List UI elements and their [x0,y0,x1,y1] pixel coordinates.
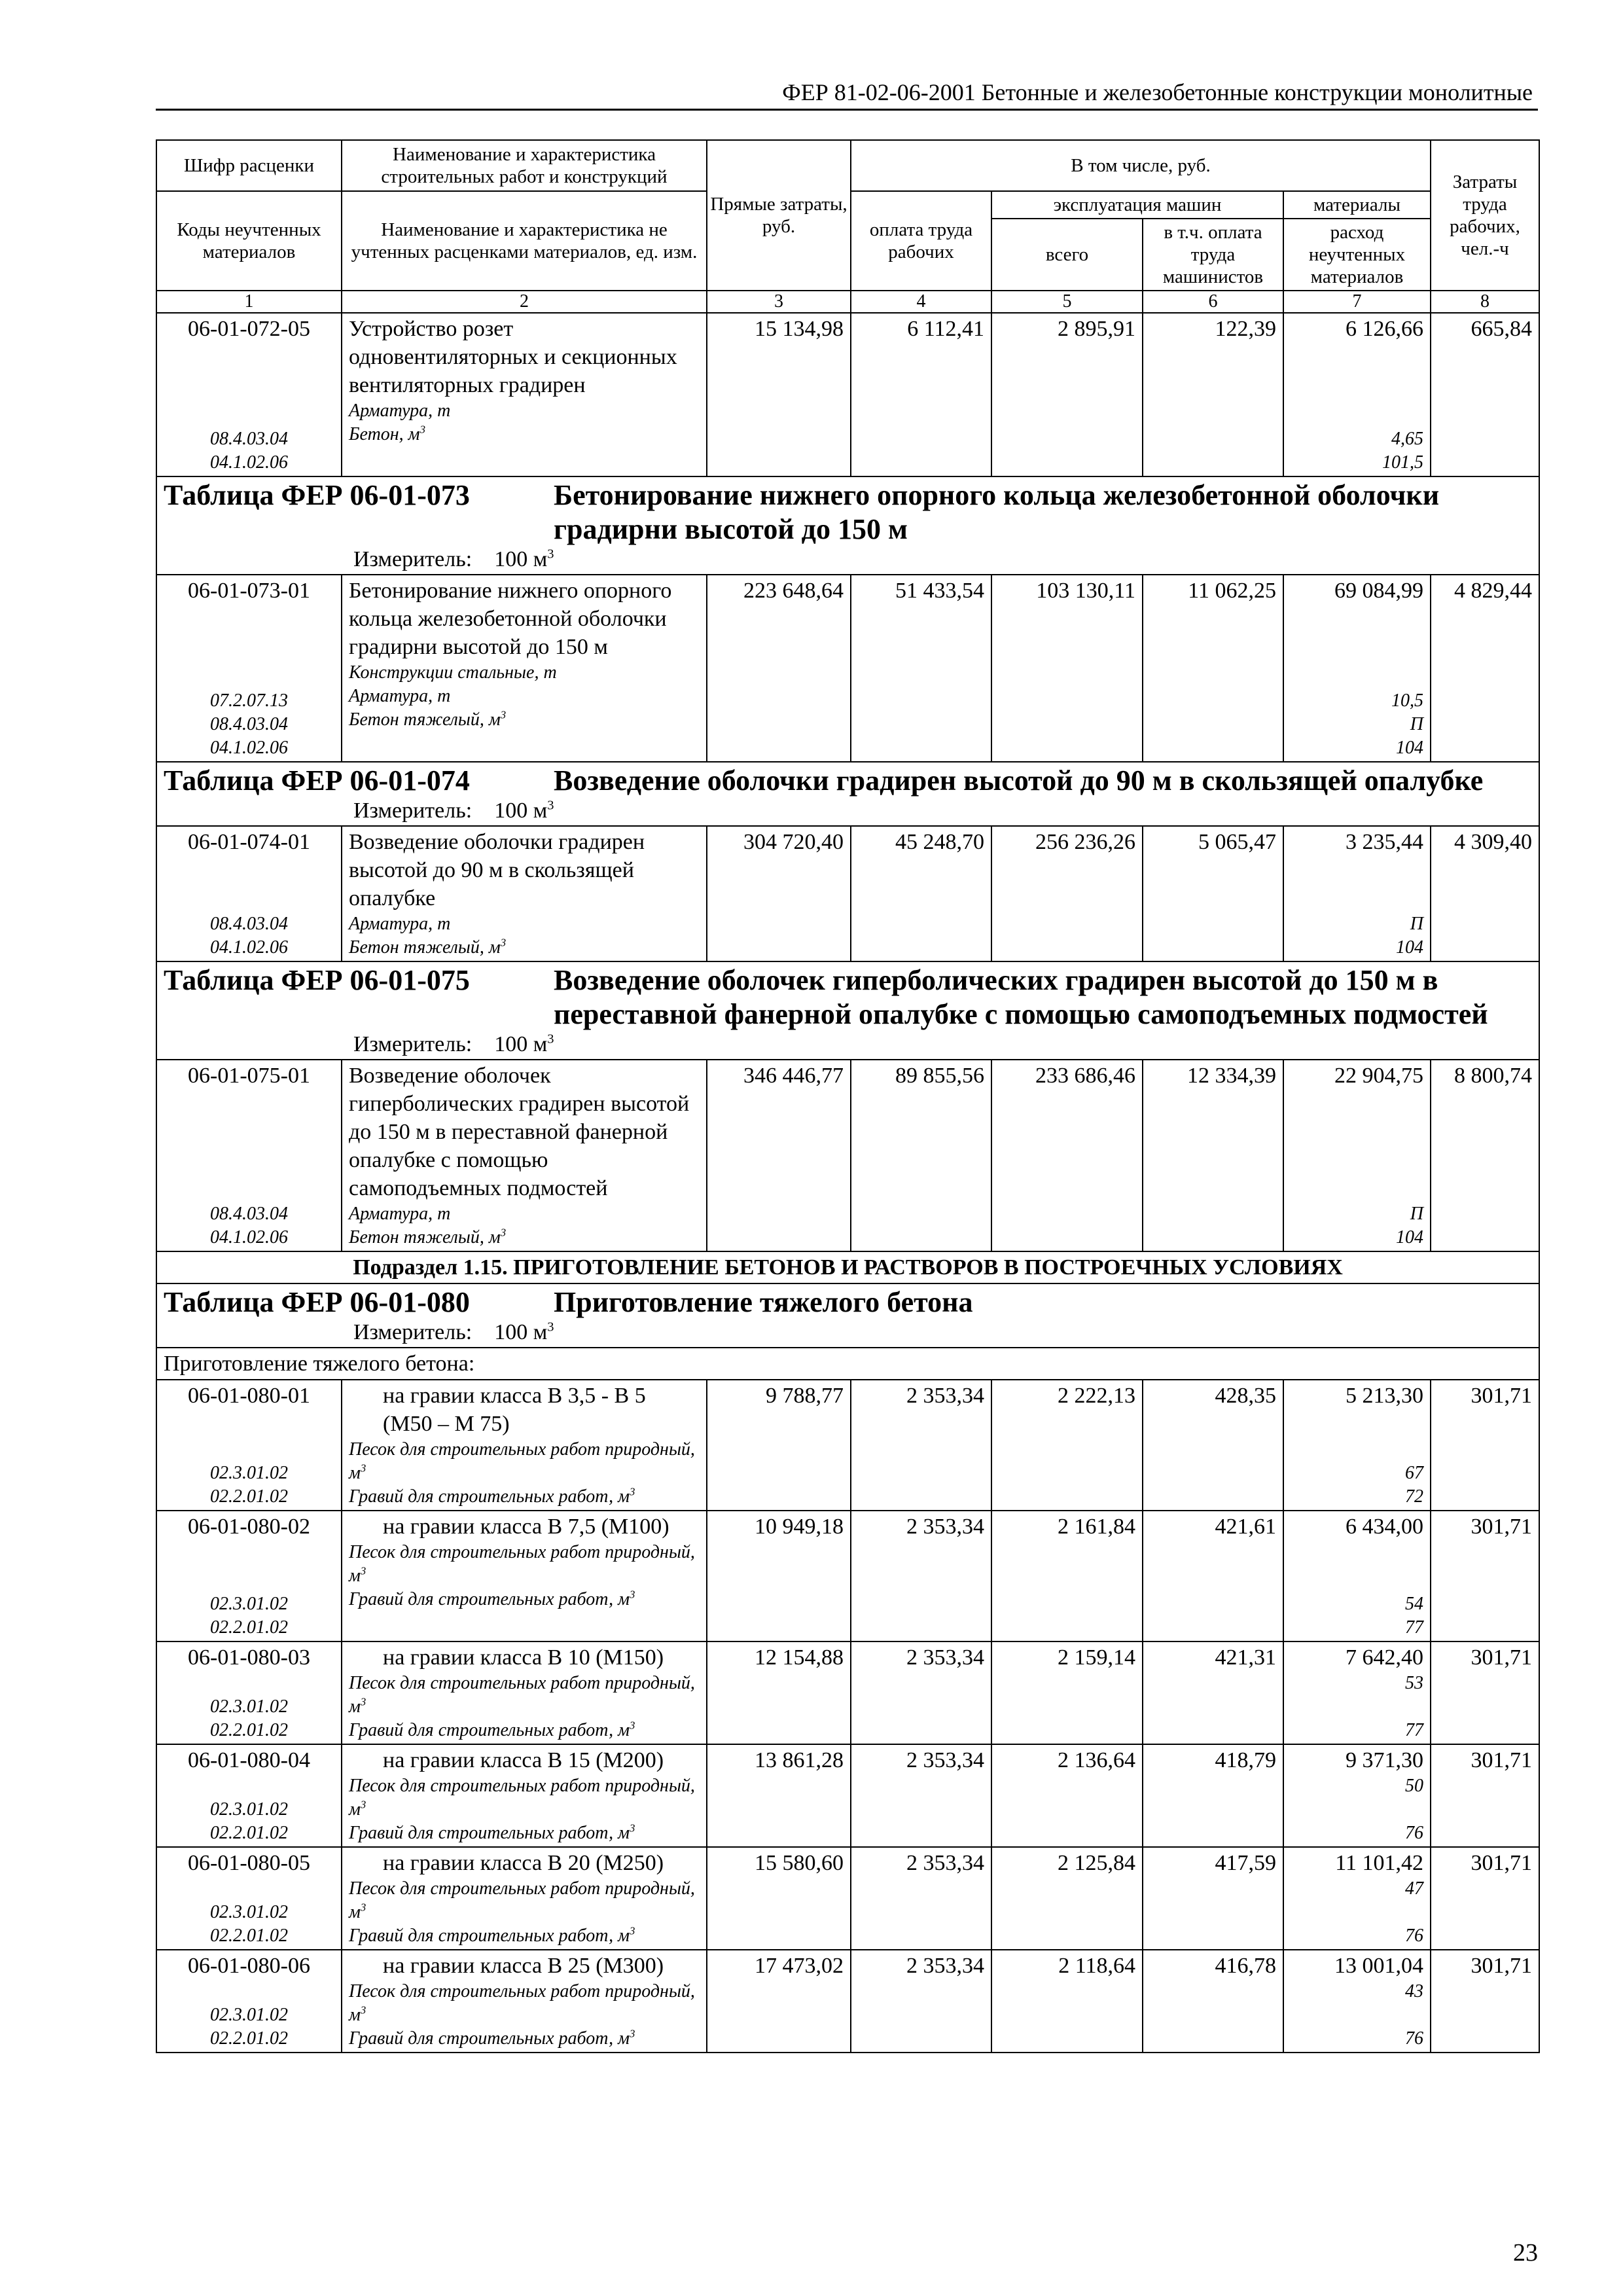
value-machines: 2 136,64 [991,1744,1143,1847]
value-machine-wages: 416,78 [1143,1950,1283,2053]
material-name-text: Гравий для строительных работ, м [349,1823,630,1843]
value-materials: 7 642,40 [1346,1645,1423,1670]
material-name-text: Арматура, т [349,914,451,934]
value-machine-wages: 11 062,25 [1143,575,1283,762]
rate-code: 06-01-080-03 [188,1645,310,1670]
page-number: 23 [1513,2239,1538,2267]
value-direct: 10 949,18 [707,1511,851,1641]
materials-cell [1283,1847,1431,1950]
table-label: Таблица ФЕР 06-01-074 [164,764,470,797]
material-code: 04.1.02.06 [210,1227,288,1247]
material-consumption: 4,65 [1391,429,1423,449]
value-machines: 256 236,26 [991,826,1143,961]
spacer [164,1541,334,1569]
material-consumption: 104 [1396,937,1423,958]
material-code: 08.4.03.04 [210,429,288,449]
material-consumption: 72 [1405,1486,1423,1507]
value-labor: 301,71 [1431,1847,1539,1950]
value-machines: 233 686,46 [991,1060,1143,1251]
value-wages: 2 353,34 [851,1641,991,1744]
group-row [156,1348,1539,1380]
material-name [349,1226,700,1249]
material-consumption: 77 [1405,1617,1423,1638]
superscript-3: 3 [360,1564,366,1577]
col-number: 2 [342,291,707,313]
rate-name-cell [342,1060,707,1251]
material-name-text: Бетон, м [349,424,420,444]
value-materials: 69 084,99 [1334,579,1423,603]
value-machines: 2 222,13 [991,1380,1143,1511]
document-title: ФЕР 81-02-06-2001 Бетонные и железобетонные конструкции монолитные [782,79,1533,105]
meter-line [164,1031,1532,1058]
meter-line [164,1319,1532,1346]
value-labor: 301,71 [1431,1950,1539,2053]
superscript-3: 3 [547,798,554,813]
material-name [349,1541,700,1588]
material-name [349,685,700,708]
table-row [156,1060,1539,1251]
subsection-row [156,1251,1539,1283]
table-row [156,1511,1539,1641]
table-caption-row [156,1283,1539,1348]
superscript-3: 3 [630,2027,635,2040]
material-name-text: Бетон тяжелый, м [349,709,501,730]
rate-code-cell [156,1641,342,1744]
rate-name-cell [342,1744,707,1847]
material-name-text: Арматура, т [349,686,451,706]
material-code: 08.4.03.04 [210,914,288,934]
material-consumption: 76 [1405,1926,1423,1946]
material-name [349,1202,700,1226]
materials-cell [1283,575,1431,762]
rate-code: 06-01-080-04 [188,1748,310,1772]
col-machines-total: всего [991,219,1143,291]
rate-code-cell [156,1380,342,1511]
table-row [156,1847,1539,1950]
material-name [349,1980,700,2027]
col-number: 7 [1283,291,1431,313]
table-title: Бетонирование нижнего опорного кольца железобетонной оболочки градирни высотой до 150 м [554,479,1440,545]
material-name-text: Гравий для строительных работ, м [349,1486,630,1507]
rate-name-cell [342,1950,707,2053]
material-consumption: 53 [1405,1673,1423,1693]
meter-label: Измеритель: [353,1320,473,1344]
value-materials: 3 235,44 [1346,830,1423,854]
value-wages: 6 112,41 [851,313,991,476]
material-code: 02.2.01.02 [210,2028,288,2049]
material-name-text: Гравий для строительных работ, м [349,2028,630,2049]
subsection-title: Подраздел 1.15. ПРИГОТОВЛЕНИЕ БЕТОНОВ И РАСТВОРОВ В ПОСТРОЕЧНЫХ УСЛОВИЯХ [156,1251,1539,1283]
rate-code: 06-01-080-02 [188,1515,310,1539]
table-title: Возведение оболочек гиперболических градирен высотой до 150 м в переставной фанерной опалубке с помощью самоподъемных подмостей [554,964,1488,1030]
material-consumption: 50 [1405,1776,1423,1796]
value-direct: 304 720,40 [707,826,851,961]
value-direct: 13 861,28 [707,1744,851,1847]
spacer [164,605,334,689]
material-consumption: 43 [1405,1981,1423,2001]
rate-code: 06-01-073-01 [188,579,310,603]
table-row [156,313,1539,476]
value-wages: 89 855,56 [851,1060,991,1251]
material-consumption: 76 [1405,2028,1423,2049]
rate-name: на гравии класса В 3,5 - В 5 (М50 – М 75) [383,1384,646,1436]
col-number: 3 [707,291,851,313]
material-name-text: Конструкции стальные, т [349,662,557,683]
superscript-3: 3 [360,1695,366,1708]
rate-name-cell [342,1641,707,1744]
material-name-text: Песок для строительных работ природный, м [349,1439,695,1483]
group-title: Приготовление тяжелого бетона: [156,1348,1539,1380]
value-materials: 6 126,66 [1346,317,1423,341]
rate-code: 06-01-075-01 [188,1064,310,1088]
material-name-text: Бетон тяжелый, м [349,937,501,958]
superscript-3: 3 [547,1031,554,1047]
table-caption-row [156,762,1539,826]
materials-cell [1283,1060,1431,1251]
material-name [349,1774,700,1821]
spacer [164,343,334,427]
meter-value: 100 м [494,798,548,823]
value-machine-wages: 12 334,39 [1143,1060,1283,1251]
rate-code-cell [156,313,342,476]
value-direct: 346 446,77 [707,1060,851,1251]
value-wages: 2 353,34 [851,1950,991,2053]
material-code: 02.3.01.02 [210,1902,288,1922]
material-consumption: 47 [1405,1878,1423,1899]
material-code: 04.1.02.06 [210,452,288,473]
value-labor: 301,71 [1431,1641,1539,1744]
material-name-text: Гравий для строительных работ, м [349,1926,630,1946]
material-code: 04.1.02.06 [210,738,288,758]
materials-cell [1283,1641,1431,1744]
table-row [156,1744,1539,1847]
material-name [349,423,700,446]
value-labor: 301,71 [1431,1511,1539,1641]
value-machines: 103 130,11 [991,575,1143,762]
material-code: 02.3.01.02 [210,1799,288,1820]
rate-code-cell [156,826,342,961]
superscript-3: 3 [360,1798,366,1811]
value-labor: 4 829,44 [1431,575,1539,762]
col-code-bottom: Коды неучтенных материалов [156,191,342,291]
material-name-text: Песок для строительных работ природный, м [349,1878,695,1922]
material-consumption: 104 [1396,1227,1423,1247]
value-direct: 9 788,77 [707,1380,851,1511]
materials-cell [1283,1744,1431,1847]
rate-name: на гравии класса В 20 (М250) [383,1851,664,1875]
materials-cell [1283,1380,1431,1511]
material-name [349,661,700,685]
rate-name-cell [342,1380,707,1511]
table-caption-row [156,961,1539,1060]
value-direct: 12 154,88 [707,1641,851,1744]
material-code: 02.3.01.02 [210,2005,288,2025]
rate-code-cell [156,1950,342,2053]
value-machines: 2 161,84 [991,1511,1143,1641]
rate-name-cell [342,1847,707,1950]
column-numbers [156,291,1539,313]
value-wages: 2 353,34 [851,1847,991,1950]
value-direct: 17 473,02 [707,1950,851,2053]
rate-code-cell [156,1060,342,1251]
meter-label: Измеритель: [353,1032,473,1056]
table-header [156,140,1539,313]
col-machines: эксплуатация машин [991,191,1283,219]
rate-name-cell [342,575,707,762]
table-caption [156,1283,1539,1348]
superscript-3: 3 [630,1719,635,1732]
table-caption [156,961,1539,1060]
value-materials: 9 371,30 [1346,1748,1423,1772]
material-code: 08.4.03.04 [210,1204,288,1224]
value-wages: 51 433,54 [851,575,991,762]
material-consumption: 67 [1405,1463,1423,1483]
value-materials: 13 001,04 [1334,1954,1423,1978]
table-body [156,313,1539,2053]
material-code: 02.3.01.02 [210,1594,288,1614]
superscript-3: 3 [630,1821,635,1835]
rate-name: на гравии класса В 10 (М150) [383,1645,664,1670]
table-title: Возведение оболочки градирен высотой до 90 м в скользящей опалубке [554,764,1484,797]
material-code: 02.3.01.02 [210,1463,288,1483]
superscript-3: 3 [360,1901,366,1914]
superscript-3: 3 [500,1226,507,1239]
meter-value: 100 м [494,1320,548,1344]
table-label: Таблица ФЕР 06-01-073 [164,479,470,511]
meter-line [164,547,1532,573]
rate-name-cell [342,1511,707,1641]
rate-name: Бетонирование нижнего опорного кольца железобетонной оболочки градирни высотой до 150 м [349,579,672,659]
rate-name: на гравии класса В 25 (М300) [383,1954,664,1978]
value-labor: 665,84 [1431,313,1539,476]
table-row [156,1641,1539,1744]
table-row [156,1950,1539,2053]
rate-code: 06-01-080-05 [188,1851,310,1875]
value-wages: 2 353,34 [851,1744,991,1847]
material-code: 02.2.01.02 [210,1823,288,1843]
rate-name: Возведение оболочки градирен высотой до 90 м в скользящей опалубке [349,830,645,910]
value-direct: 15 580,60 [707,1847,851,1950]
material-name-text: Песок для строительных работ природный, м [349,1542,695,1586]
meter-line [164,798,1532,824]
value-wages: 2 353,34 [851,1511,991,1641]
col-materials: материалы [1283,191,1431,219]
material-code: 04.1.02.06 [210,937,288,958]
spacer [164,856,334,912]
material-consumption: 77 [1405,1720,1423,1740]
col-wages: оплата труда рабочих [851,191,991,291]
col-number: 8 [1431,291,1539,313]
table-row [156,1380,1539,1511]
rate-name: на гравии класса В 7,5 (М100) [383,1515,669,1539]
material-name-text: Гравий для строительных работ, м [349,1589,630,1609]
meter-label: Измеритель: [353,798,473,823]
table-row [156,575,1539,762]
superscript-3: 3 [360,1462,366,1475]
rate-name: Возведение оболочек гиперболических градирен высотой до 150 м в переставной фанерной опалубке с помощью самоподъемных подмостей [349,1064,690,1200]
materials-cell [1283,313,1431,476]
material-consumption: П [1410,714,1423,734]
material-name [349,1877,700,1924]
material-name [349,936,700,960]
rate-name-cell [342,826,707,961]
material-consumption: 10,5 [1391,691,1423,711]
rate-code: 06-01-080-06 [188,1954,310,1978]
material-name-text: Песок для строительных работ природный, м [349,1673,695,1717]
col-name-bottom: Наименование и характеристика не учтенных расценками материалов, ед. изм. [342,191,707,291]
col-labor: Затраты труда рабочих, чел.-ч [1431,140,1539,291]
material-code: 02.2.01.02 [210,1720,288,1740]
material-code: 02.2.01.02 [210,1926,288,1946]
col-number: 4 [851,291,991,313]
value-machine-wages: 428,35 [1143,1380,1283,1511]
rate-code-cell [156,575,342,762]
superscript-3: 3 [630,1588,635,1601]
value-labor: 8 800,74 [1431,1060,1539,1251]
superscript-3: 3 [419,423,425,436]
value-machine-wages: 421,61 [1143,1511,1283,1641]
rate-name: Устройство розет одновентиляторных и секционных вентиляторных градирен [349,317,677,397]
material-code: 02.2.01.02 [210,1486,288,1507]
value-machine-wages: 122,39 [1143,313,1283,476]
material-name [349,2027,700,2051]
value-wages: 2 353,34 [851,1380,991,1511]
rate-code-cell [156,1847,342,1950]
superscript-3: 3 [630,1485,635,1498]
table-caption-row [156,476,1539,575]
value-machines: 2 118,64 [991,1950,1143,2053]
table-label: Таблица ФЕР 06-01-080 [164,1286,470,1318]
materials-cell [1283,826,1431,961]
material-consumption: 104 [1396,738,1423,758]
value-labor: 301,71 [1431,1744,1539,1847]
table-caption [156,476,1539,575]
spacer [1291,1410,1423,1438]
rate-code: 06-01-072-05 [188,317,310,341]
superscript-3: 3 [547,1319,554,1335]
col-code-top: Шифр расценки [156,140,342,191]
document-header [156,75,1538,111]
value-machines: 2 159,14 [991,1641,1143,1744]
meter-label: Измеритель: [353,547,473,571]
superscript-3: 3 [500,708,507,721]
materials-cell [1283,1950,1431,2053]
value-materials: 11 101,42 [1335,1851,1423,1875]
table-row [156,826,1539,961]
superscript-3: 3 [500,936,507,949]
table-caption [156,762,1539,826]
value-materials: 22 904,75 [1334,1064,1423,1088]
value-direct: 223 648,64 [707,575,851,762]
value-wages: 45 248,70 [851,826,991,961]
material-consumption: П [1410,1204,1423,1224]
value-machines: 2 125,84 [991,1847,1143,1950]
col-name-top: Наименование и характеристика строительных работ и конструкций [342,140,707,191]
material-code: 07.2.07.13 [210,691,288,711]
superscript-3: 3 [360,2003,366,2017]
material-name [349,1588,700,1611]
material-name [349,1821,700,1845]
value-machine-wages: 417,59 [1143,1847,1283,1950]
material-name-text: Гравий для строительных работ, м [349,1720,630,1740]
value-machine-wages: 5 065,47 [1143,826,1283,961]
material-name-text: Арматура, т [349,1204,451,1224]
material-name [349,399,700,423]
material-name-text: Бетон тяжелый, м [349,1227,501,1247]
material-code: 08.4.03.04 [210,714,288,734]
material-consumption: 76 [1405,1823,1423,1843]
material-name-text: Песок для строительных работ природный, м [349,1776,695,1820]
col-number: 5 [991,291,1143,313]
table-title: Приготовление тяжелого бетона [554,1286,973,1318]
material-name [349,912,700,936]
spacer [1291,1090,1423,1202]
value-machine-wages: 421,31 [1143,1641,1283,1744]
value-machine-wages: 418,79 [1143,1744,1283,1847]
material-name [349,708,700,732]
spacer [1291,343,1423,427]
rate-name: на гравии класса В 15 (М200) [383,1748,664,1772]
table-label: Таблица ФЕР 06-01-075 [164,964,470,996]
value-materials: 6 434,00 [1346,1515,1423,1539]
spacer [1291,856,1423,912]
price-table [156,139,1540,2053]
meter-value: 100 м [494,547,548,571]
col-incl: В том числе, руб. [851,140,1431,191]
material-code: 02.3.01.02 [210,1696,288,1717]
material-consumption: 101,5 [1382,452,1423,473]
col-direct: Прямые затраты, руб. [707,140,851,291]
rate-code: 06-01-080-01 [188,1384,310,1408]
materials-cell [1283,1511,1431,1641]
material-consumption: 54 [1405,1594,1423,1614]
material-name [349,1438,700,1485]
meter-value: 100 м [494,1032,548,1056]
value-machines: 2 895,91 [991,313,1143,476]
rate-code-cell [156,1744,342,1847]
value-labor: 301,71 [1431,1380,1539,1511]
col-materials-sub: расход неучтенных материалов [1283,219,1431,291]
rate-code: 06-01-074-01 [188,830,310,854]
material-code: 02.2.01.02 [210,1617,288,1638]
material-name-text: Арматура, т [349,401,451,421]
value-direct: 15 134,98 [707,313,851,476]
rate-code-cell [156,1511,342,1641]
material-name [349,1485,700,1509]
value-labor: 4 309,40 [1431,826,1539,961]
spacer [1291,605,1423,689]
material-name-text: Песок для строительных работ природный, м [349,1981,695,2025]
value-materials: 5 213,30 [1346,1384,1423,1408]
material-name [349,1924,700,1948]
material-name [349,1672,700,1719]
spacer [1291,1541,1423,1569]
col-machines-wages: в т.ч. оплата труда машинистов [1143,219,1283,291]
rate-name-cell [342,313,707,476]
material-name [349,1719,700,1742]
superscript-3: 3 [630,1924,635,1937]
spacer [164,1090,334,1202]
material-consumption: П [1410,914,1423,934]
col-number: 1 [156,291,342,313]
spacer [164,1410,334,1438]
col-number: 6 [1143,291,1283,313]
superscript-3: 3 [547,547,554,562]
